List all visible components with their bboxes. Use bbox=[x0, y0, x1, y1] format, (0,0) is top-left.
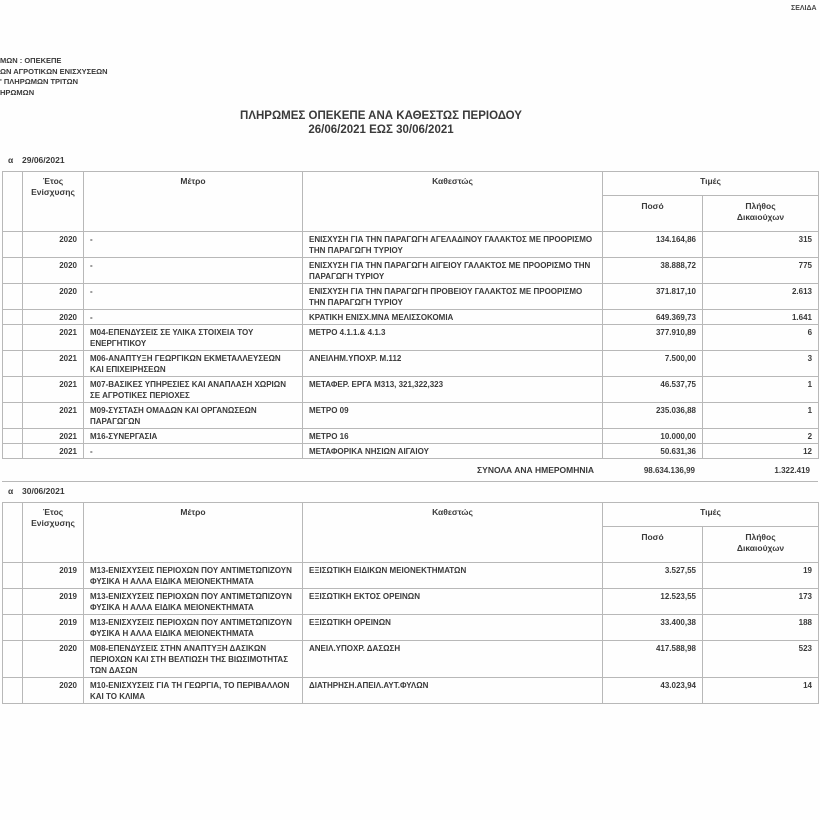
header-beneficiaries bbox=[703, 527, 819, 563]
cell-blank bbox=[3, 678, 23, 704]
section-date-block bbox=[0, 486, 820, 704]
cell-year: 2020 bbox=[23, 310, 84, 325]
letterhead bbox=[0, 56, 108, 98]
cell-regime: ΕΝΙΣΧΥΣΗ ΓΙΑ ΤΗΝ ΠΑΡΑΓΩΓΗ ΠΡΟΒΕΙΟΥ ΓΑΛΑΚΤΟΣ ΜΕ ΠΡΟΟΡΙΣΜΟ ΤΗΝ ΠΑΡΑΓΩΓΗ ΤΥΡΙΟΥ bbox=[303, 284, 603, 310]
totals-row bbox=[2, 459, 818, 482]
header-beneficiaries-text: Πλήθος Δικαιούχων bbox=[736, 201, 785, 222]
header-regime: Καθεστώς bbox=[303, 503, 603, 563]
cell-count: 12 bbox=[703, 444, 819, 459]
cell-year: 2019 bbox=[23, 563, 84, 589]
cell-count: 2.613 bbox=[703, 284, 819, 310]
header-amount: Ποσό bbox=[603, 527, 703, 563]
cell-measure: - bbox=[84, 284, 303, 310]
section-date: 30/06/2021 bbox=[22, 486, 65, 496]
section-date: 29/06/2021 bbox=[22, 155, 65, 165]
cell-year: 2021 bbox=[23, 429, 84, 444]
cell-blank bbox=[3, 351, 23, 377]
totals-label: ΣΥΝΟΛΑ ΑΝΑ ΗΜΕΡΟΜΗΝΙΑ bbox=[477, 465, 594, 475]
cell-blank bbox=[3, 429, 23, 444]
table-row bbox=[3, 377, 819, 403]
cell-year: 2019 bbox=[23, 615, 84, 641]
cell-regime: ΜΕΤΡΟ 16 bbox=[303, 429, 603, 444]
cell-year: 2020 bbox=[23, 641, 84, 678]
cell-year: 2020 bbox=[23, 232, 84, 258]
table-row bbox=[3, 310, 819, 325]
table-row bbox=[3, 678, 819, 704]
cell-amount: 12.523,55 bbox=[603, 589, 703, 615]
cell-measure: - bbox=[84, 310, 303, 325]
cell-regime: ΜΕΤΑΦΕΡ. ΕΡΓΑ Μ313, 321,322,323 bbox=[303, 377, 603, 403]
table-row bbox=[3, 284, 819, 310]
cell-blank bbox=[3, 284, 23, 310]
section-date-line bbox=[8, 486, 820, 499]
cell-count: 14 bbox=[703, 678, 819, 704]
header-year: Έτος Ενίσχυσης bbox=[23, 503, 84, 563]
report-title bbox=[0, 110, 762, 137]
header-measure: Μέτρο bbox=[84, 503, 303, 563]
header-values-group: Τιμές bbox=[603, 503, 819, 527]
cell-regime: ΕΞΙΣΩΤΙΚΗ ΕΚΤΟΣ ΟΡΕΙΝΩΝ bbox=[303, 589, 603, 615]
cell-count: 1 bbox=[703, 403, 819, 429]
letterhead-line: ' ΠΛΗΡΩΜΩΝ ΤΡΙΤΩΝ bbox=[0, 77, 79, 87]
cell-amount: 10.000,00 bbox=[603, 429, 703, 444]
table-row bbox=[3, 589, 819, 615]
header-measure: Μέτρο bbox=[84, 172, 303, 232]
cell-measure: Μ13-ΕΝΙΣΧΥΣΕΙΣ ΠΕΡΙΟΧΩΝ ΠΟΥ ΑΝΤΙΜΕΤΩΠΙΖΟΥΝ ΦΥΣΙΚΑ Η ΑΛΛΑ ΕΙΔΙΚΑ ΜΕΙΟΝΕΚΤΗΜΑΤΑ bbox=[84, 589, 303, 615]
cell-count: 173 bbox=[703, 589, 819, 615]
cell-blank bbox=[3, 310, 23, 325]
header-year: Έτος Ενίσχυσης bbox=[23, 172, 84, 232]
date-label-fragment: α bbox=[8, 155, 14, 165]
report-title-line2: 26/06/2021 ΕΩΣ 30/06/2021 bbox=[308, 123, 454, 136]
cell-amount: 46.537,75 bbox=[603, 377, 703, 403]
section-date-line bbox=[8, 155, 820, 168]
cell-measure: Μ16-ΣΥΝΕΡΓΑΣΙΑ bbox=[84, 429, 303, 444]
table-row bbox=[3, 258, 819, 284]
cell-measure: Μ06-ΑΝΑΠΤΥΞΗ ΓΕΩΡΓΙΚΩΝ ΕΚΜΕΤΑΛΛΕΥΣΕΩΝ ΚΑΙ ΕΠΙΧΕΙΡΗΣΕΩΝ bbox=[84, 351, 303, 377]
cell-blank bbox=[3, 615, 23, 641]
cell-regime: ΚΡΑΤΙΚΗ ΕΝΙΣΧ.ΜΝΑ ΜΕΛΙΣΣΟΚΟΜΙΑ bbox=[303, 310, 603, 325]
table-row bbox=[3, 444, 819, 459]
cell-measure: Μ07-ΒΑΣΙΚΕΣ ΥΠΗΡΕΣΙΕΣ ΚΑΙ ΑΝΑΠΛΑΣΗ ΧΩΡΙΩΝ ΣΕ ΑΓΡΟΤΙΚΕΣ ΠΕΡΙΟΧΕΣ bbox=[84, 377, 303, 403]
cell-count: 188 bbox=[703, 615, 819, 641]
table-row bbox=[3, 325, 819, 351]
cell-measure: Μ04-ΕΠΕΝΔΥΣΕΙΣ ΣΕ ΥΛΙΚΑ ΣΤΟΙΧΕΙΑ ΤΟΥ ΕΝΕΡΓΗΤΙΚΟΥ bbox=[84, 325, 303, 351]
totals-amount: 98.634.136,99 bbox=[643, 465, 695, 475]
cell-count: 6 bbox=[703, 325, 819, 351]
cell-count: 1.641 bbox=[703, 310, 819, 325]
cell-year: 2019 bbox=[23, 589, 84, 615]
table-row bbox=[3, 429, 819, 444]
cell-measure: Μ09-ΣΥΣΤΑΣΗ ΟΜΑΔΩΝ ΚΑΙ ΟΡΓΑΝΩΣΕΩΝ ΠΑΡΑΓΩΓΩΝ bbox=[84, 403, 303, 429]
header-cell-blank bbox=[3, 172, 23, 232]
cell-year: 2021 bbox=[23, 325, 84, 351]
cell-amount: 417.588,98 bbox=[603, 641, 703, 678]
cell-amount: 134.164,86 bbox=[603, 232, 703, 258]
cell-year: 2020 bbox=[23, 678, 84, 704]
cell-year: 2021 bbox=[23, 351, 84, 377]
payments-table bbox=[2, 171, 819, 459]
header-beneficiaries bbox=[703, 196, 819, 232]
header-cell-blank bbox=[3, 503, 23, 563]
cell-regime: ΔΙΑΤΗΡΗΣΗ.ΑΠΕΙΛ.ΑΥΤ.ΦΥΛΩΝ bbox=[303, 678, 603, 704]
cell-count: 775 bbox=[703, 258, 819, 284]
cell-measure: Μ08-ΕΠΕΝΔΥΣΕΙΣ ΣΤΗΝ ΑΝΑΠΤΥΞΗ ΔΑΣΙΚΩΝ ΠΕΡΙΟΧΩΝ ΚΑΙ ΣΤΗ ΒΕΛΤΙΩΣΗ ΤΗΣ ΒΙΩΣΙΜΟΤΗΤΑΣ ΤΩΝ ΔΑΣΩΝ bbox=[84, 641, 303, 678]
cell-count: 1 bbox=[703, 377, 819, 403]
cell-amount: 235.036,88 bbox=[603, 403, 703, 429]
cell-count: 2 bbox=[703, 429, 819, 444]
header-amount: Ποσό bbox=[603, 196, 703, 232]
letterhead-line: ΩΝ ΑΓΡΟΤΙΚΩΝ ΕΝΙΣΧΥΣΕΩΝ bbox=[0, 66, 108, 76]
cell-regime: ΜΕΤΡΟ 4.1.1.& 4.1.3 bbox=[303, 325, 603, 351]
cell-year: 2021 bbox=[23, 377, 84, 403]
table-row bbox=[3, 641, 819, 678]
cell-regime: ΜΕΤΑΦΟΡΙΚΑ ΝΗΣΙΩΝ ΑΙΓΑΙΟΥ bbox=[303, 444, 603, 459]
cell-blank bbox=[3, 589, 23, 615]
cell-amount: 377.910,89 bbox=[603, 325, 703, 351]
cell-regime: ΕΝΙΣΧΥΣΗ ΓΙΑ ΤΗΝ ΠΑΡΑΓΩΓΗ ΑΓΕΛΑΔΙΝΟΥ ΓΑΛΑΚΤΟΣ ΜΕ ΠΡΟΟΡΙΣΜΟ ΤΗΝ ΠΑΡΑΓΩΓΗ ΤΥΡΙΟΥ bbox=[303, 232, 603, 258]
cell-blank bbox=[3, 563, 23, 589]
cell-count: 523 bbox=[703, 641, 819, 678]
date-label-fragment: α bbox=[8, 486, 14, 496]
cell-blank bbox=[3, 641, 23, 678]
cell-amount: 33.400,38 bbox=[603, 615, 703, 641]
totals-count: 1.322.419 bbox=[774, 465, 810, 475]
table-row bbox=[3, 615, 819, 641]
cell-blank bbox=[3, 444, 23, 459]
cell-amount: 7.500,00 bbox=[603, 351, 703, 377]
cell-blank bbox=[3, 258, 23, 284]
cell-amount: 371.817,10 bbox=[603, 284, 703, 310]
cell-regime: ΜΕΤΡΟ 09 bbox=[303, 403, 603, 429]
cell-regime: ΑΝΕΙΛΗΜ.ΥΠΟΧΡ. Μ.112 bbox=[303, 351, 603, 377]
cell-year: 2021 bbox=[23, 403, 84, 429]
cell-measure: - bbox=[84, 258, 303, 284]
cell-regime: ΕΞΙΣΩΤΙΚΗ ΕΙΔΙΚΩΝ ΜΕΙΟΝΕΚΤΗΜΑΤΩΝ bbox=[303, 563, 603, 589]
cell-amount: 50.631,36 bbox=[603, 444, 703, 459]
letterhead-line: ΜΩΝ : ΟΠΕΚΕΠΕ bbox=[0, 56, 62, 65]
cell-amount: 3.527,55 bbox=[603, 563, 703, 589]
cell-amount: 43.023,94 bbox=[603, 678, 703, 704]
table-row bbox=[3, 403, 819, 429]
cell-blank bbox=[3, 325, 23, 351]
cell-amount: 38.888,72 bbox=[603, 258, 703, 284]
section-date-block bbox=[0, 155, 820, 482]
cell-regime: ΕΞΙΣΩΤΙΚΗ ΟΡΕΙΝΩΝ bbox=[303, 615, 603, 641]
cell-year: 2020 bbox=[23, 284, 84, 310]
cell-regime: ΕΝΙΣΧΥΣΗ ΓΙΑ ΤΗΝ ΠΑΡΑΓΩΓΗ ΑΙΓΕΙΟΥ ΓΑΛΑΚΤΟΣ ΜΕ ΠΡΟΟΡΙΣΜΟ ΤΗΝ ΠΑΡΑΓΩΓΗ ΤΥΡΙΟΥ bbox=[303, 258, 603, 284]
payments-table bbox=[2, 502, 819, 704]
report-title-line1: ΠΛΗΡΩΜΕΣ ΟΠΕΚΕΠΕ ΑΝΑ ΚΑΘΕΣΤΩΣ ΠΕΡΙΟΔΟΥ bbox=[240, 110, 522, 122]
cell-blank bbox=[3, 377, 23, 403]
cell-regime: ΑΝΕΙΛ.ΥΠΟΧΡ. ΔΑΣΩΣΗ bbox=[303, 641, 603, 678]
header-beneficiaries-text: Πλήθος Δικαιούχων bbox=[736, 532, 785, 553]
cell-measure: Μ10-ΕΝΙΣΧΥΣΕΙΣ ΓΙΑ ΤΗ ΓΕΩΡΓΙΑ, ΤΟ ΠΕΡΙΒΑΛΛΟΝ ΚΑΙ ΤΟ ΚΛΙΜΑ bbox=[84, 678, 303, 704]
cell-count: 19 bbox=[703, 563, 819, 589]
header-regime: Καθεστώς bbox=[303, 172, 603, 232]
cell-count: 3 bbox=[703, 351, 819, 377]
cell-blank bbox=[3, 403, 23, 429]
table-row bbox=[3, 351, 819, 377]
table-row bbox=[3, 232, 819, 258]
cell-measure: - bbox=[84, 232, 303, 258]
cell-year: 2021 bbox=[23, 444, 84, 459]
cell-count: 315 bbox=[703, 232, 819, 258]
cell-year: 2020 bbox=[23, 258, 84, 284]
cell-amount: 649.369,73 bbox=[603, 310, 703, 325]
header-values-group: Τιμές bbox=[603, 172, 819, 196]
page-number-label: ΣΕΛΙΔΑ bbox=[791, 5, 817, 12]
cell-measure: Μ13-ΕΝΙΣΧΥΣΕΙΣ ΠΕΡΙΟΧΩΝ ΠΟΥ ΑΝΤΙΜΕΤΩΠΙΖΟΥΝ ΦΥΣΙΚΑ Η ΑΛΛΑ ΕΙΔΙΚΑ ΜΕΙΟΝΕΚΤΗΜΑΤΑ bbox=[84, 563, 303, 589]
cell-measure: Μ13-ΕΝΙΣΧΥΣΕΙΣ ΠΕΡΙΟΧΩΝ ΠΟΥ ΑΝΤΙΜΕΤΩΠΙΖΟΥΝ ΦΥΣΙΚΑ Η ΑΛΛΑ ΕΙΔΙΚΑ ΜΕΙΟΝΕΚΤΗΜΑΤΑ bbox=[84, 615, 303, 641]
cell-measure: - bbox=[84, 444, 303, 459]
cell-blank bbox=[3, 232, 23, 258]
table-row bbox=[3, 563, 819, 589]
letterhead-line: ΗΡΩΜΩΝ bbox=[0, 87, 35, 97]
